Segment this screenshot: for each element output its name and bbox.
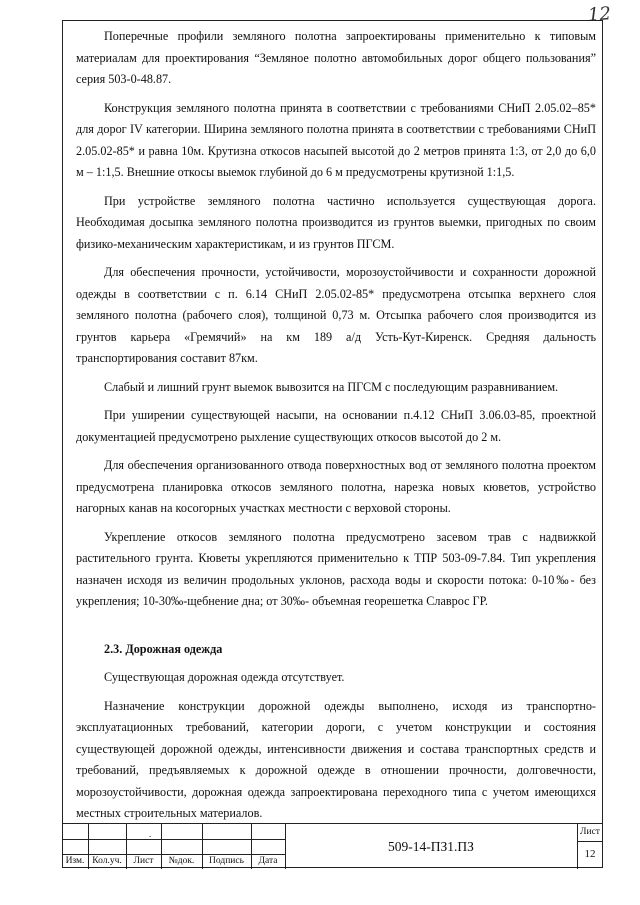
paragraph-7: Для обеспечения организованного отвода поверхностных вод от земляного полотна проектом предусмотрена планировка откосов земляного полотна, нарезка новых кюветов, устройство нагорных канав на косогорных участках местности с верховой стороны. bbox=[76, 458, 596, 515]
paragraph-8: Укрепление откосов земляного полотна предусмотрено засевом трав с надвижкой растительного грунта. Кюветы укрепляются применительно к ТПР 503-09-7.84. Тип укрепления назначен исходя из величин продольных уклонов, расхода воды и скорости потока: 0-10‰- без укрепления; 10-30‰-щебнение дна; от 30‰- объемная георешетка Славрос ГР. bbox=[76, 529, 596, 608]
stamp-col-list: Лист bbox=[133, 856, 154, 866]
section-paragraph-2: Назначение конструкции дорожной одежды выполнено, исходя из транспортно-эксплуатационных требований, категории дороги, с учетом конструкции и состояния существующей дорожной одежды, интенсивности движения и состава транспортных средств и требований, предъявляемых к дорожной одежде в отношении прочности, долговечности, морозоустойчивости, дорожная одежда запроектирована переходного типа с учетом имеющихся местных строительных материалов. bbox=[76, 698, 596, 820]
section-paragraph-1: Существующая дорожная одежда отсутствует. bbox=[104, 670, 345, 684]
title-block bbox=[62, 823, 603, 868]
stamp-col-podpis: Подпись bbox=[209, 856, 244, 866]
paragraph-6: При уширении существующей насыпи, на основании п.4.12 СНиП 3.06.03-85, проектной документацией предусмотрено рыхление существующих откосов высотой до 2 м. bbox=[76, 408, 596, 444]
paragraph-5: Слабый и лишний грунт выемок вывозится на ПГСМ с последующим разравниванием. bbox=[104, 379, 559, 394]
sheet-label: Лист bbox=[580, 827, 600, 837]
paragraph-2: Конструкция земляного полотна принята в соответствии с требованиями СНиП 2.05.02–85* для дорог IV категории. Ширина земляного полотна принята в соответствии с требованиями СНиП 2.05.02-85* и равна 10м. Крутизна откосов насыпей высотой до 2 метров принята 1:3, от 2,0 до 6,0 м – 1:1,5. Внешние откосы выемок глубиной до 6 м предусмотрены крутизной 1:1,5. bbox=[76, 100, 596, 179]
stamp-col-izm: Изм. bbox=[65, 856, 85, 866]
document-body bbox=[76, 26, 596, 825]
stamp-dot: . bbox=[149, 829, 152, 839]
stamp-sheet-line bbox=[577, 841, 603, 842]
stamp-col-ndok: №док. bbox=[168, 856, 195, 866]
paragraph-1: Поперечные профили земляного полотна запроектированы применительно к типовым материалам для проектирования “Земляное полотно автомобильных дорог общего пользования” серия 503-0-48.87. bbox=[76, 29, 596, 86]
document-code: 509-14-ПЗ1.ПЗ bbox=[388, 839, 474, 854]
stamp-col-data: Дата bbox=[258, 856, 278, 866]
stamp-col-kol-uch: Кол.уч. bbox=[92, 856, 122, 866]
paragraph-3: При устройстве земляного полотна частично используется существующая дорога. Необходимая досыпка земляного полотна производится из грунтов выемки, пригодных по своим физико-механическим характеристикам, и из грунтов ПГСМ. bbox=[76, 193, 596, 251]
section-heading: 2.3. Дорожная одежда bbox=[104, 641, 223, 656]
handwritten-page-number: 12 bbox=[587, 3, 612, 26]
sheet-number: 12 bbox=[584, 848, 596, 860]
paragraph-4: Для обеспечения прочности, устойчивости, морозоустойчивости и сохранности дорожной одежды в соответствии с п. 6.14 СНиП 2.05.02-85* предусмотрена отсыпка верхнего слоя земляного полотна (рабочего слоя), толщиной 0,73 м. Отсыпка рабочего слоя производится из грунтов карьера «Гремячий» на км 189 а/д Усть-Кут-Киренск. Средняя дальность транспортирования составит 87км. bbox=[76, 265, 596, 365]
